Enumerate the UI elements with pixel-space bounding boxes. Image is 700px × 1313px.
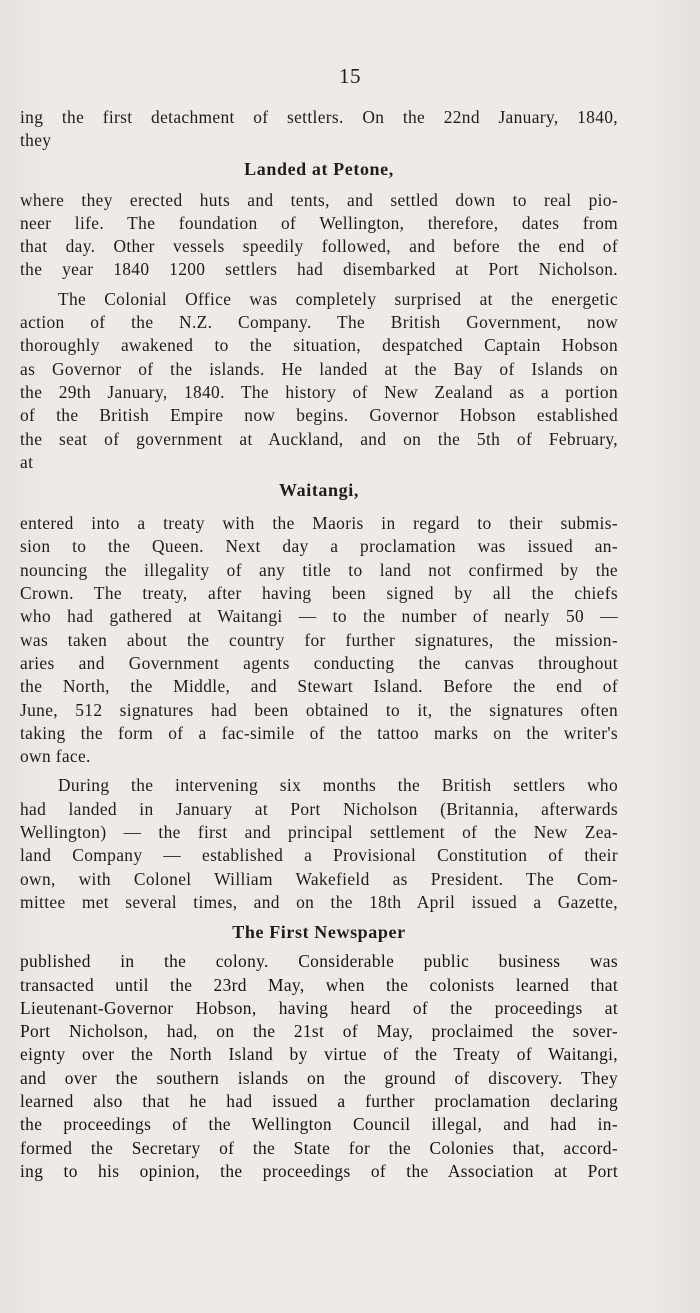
paragraph-6 (20, 950, 618, 1183)
paragraph-5 (20, 774, 618, 914)
text-line: the proceedings of the Wellington Council illegal, and had in- (20, 1114, 618, 1135)
heading-landed-at-petone: Landed at Petone, (244, 158, 394, 179)
text-line: aries and Government agents conducting the canvas throughout (20, 652, 618, 673)
text-line: nouncing the illegality of any title to land not confirmed by the (20, 559, 618, 580)
text-line: they (20, 130, 52, 151)
text-line: neer life. The foundation of Wellington, therefore, dates from (20, 212, 618, 233)
text-line: at (20, 451, 34, 472)
text-line: published in the colony. Considerable public business was (20, 951, 618, 972)
text-line: the North, the Middle, and Stewart Island. Before the end of (20, 676, 618, 697)
text-line: The Colonial Office was completely surprised at the energetic (58, 288, 618, 309)
text-line: the seat of government at Auckland, and on the 5th of February, (20, 428, 618, 449)
text-line: of the British Empire now begins. Governor Hobson established (20, 405, 618, 426)
body-text (20, 106, 618, 1183)
text-line: Crown. The treaty, after having been signed by all the chiefs (20, 583, 618, 604)
paragraph-2 (20, 189, 618, 282)
text-line: action of the N.Z. Company. The British Government, now (20, 312, 618, 333)
paragraph-1 (20, 106, 618, 153)
text-line: learned also that he had issued a further proclamation declaring (20, 1090, 618, 1111)
text-line: sion to the Queen. Next day a proclamation was issued an- (20, 536, 618, 557)
text-line: was taken about the country for further signatures, the mission- (20, 629, 618, 650)
text-line: ing to his opinion, the proceedings of the Association at Port (20, 1160, 618, 1181)
heading-the-first-newspaper: The First Newspaper (232, 922, 406, 943)
paragraph-3 (20, 288, 618, 474)
text-line: During the intervening six months the British settlers who (58, 775, 618, 796)
text-line: Wellington) — the first and principal settlement of the New Zea- (20, 822, 618, 843)
text-line: eignty over the North Island by virtue of the Treaty of Waitangi, (20, 1044, 618, 1065)
text-line: the year 1840 1200 settlers had disembarked at Port Nicholson. (20, 259, 618, 280)
text-line: June, 512 signatures had been obtained to it, the signatures often (20, 699, 618, 720)
page-number: 15 (339, 64, 361, 88)
text-line: Port Nicholson, had, on the 21st of May, proclaimed the sover- (20, 1021, 618, 1042)
text-line: Lieutenant-Governor Hobson, having heard of the proceedings at (20, 997, 618, 1018)
text-line: that day. Other vessels speedily followed, and before the end of (20, 236, 618, 257)
text-line: who had gathered at Waitangi — to the number of nearly 50 — (20, 606, 618, 627)
text-line: formed the Secretary of the State for the Colonies that, accord- (20, 1137, 618, 1158)
heading-waitangi: Waitangi, (279, 480, 359, 501)
text-line: ing the first detachment of settlers. On the 22nd January, 1840, (20, 107, 618, 127)
text-line: and over the southern islands on the ground of discovery. They (20, 1067, 618, 1088)
text-line: mittee met several times, and on the 18th April issued a Gazette, (20, 891, 618, 912)
text-line: own, with Colonel William Wakefield as President. The Com- (20, 868, 618, 889)
text-line: entered into a treaty with the Maoris in regard to their submis- (20, 513, 618, 534)
text-line: transacted until the 23rd May, when the colonists learned that (20, 974, 618, 995)
paragraph-4 (20, 512, 618, 768)
text-line: the 29th January, 1840. The history of New Zealand as a portion (20, 381, 618, 402)
text-line: thoroughly awakened to the situation, despatched Captain Hobson (20, 335, 618, 356)
text-line: taking the form of a fac-simile of the tattoo marks on the writer's (20, 722, 618, 743)
text-line: where they erected huts and tents, and settled down to real pio- (20, 189, 618, 210)
text-line: as Governor of the islands. He landed at the Bay of Islands on (20, 358, 618, 379)
text-line: had landed in January at Port Nicholson (Britannia, afterwards (20, 798, 618, 819)
text-line: land Company — established a Provisional Constitution of their (20, 845, 618, 866)
text-line: own face. (20, 746, 91, 767)
